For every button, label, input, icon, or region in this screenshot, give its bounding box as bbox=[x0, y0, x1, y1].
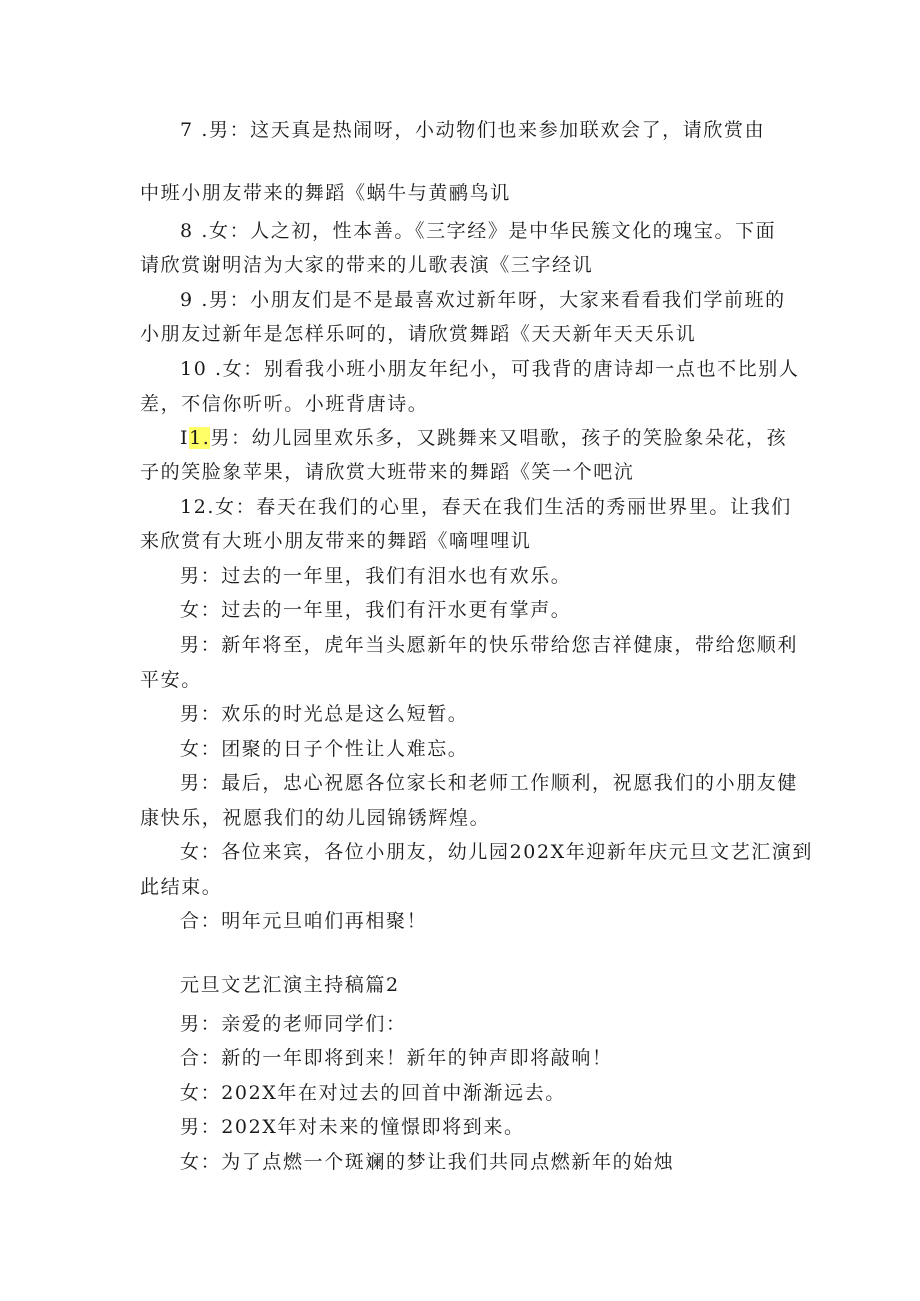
highlighted-item-number: 1. bbox=[189, 427, 211, 449]
text-line: 康快乐，祝愿我们的幼儿园锦锈辉煌。 bbox=[140, 807, 491, 829]
text-line: 此结束。 bbox=[140, 876, 223, 898]
section-title: 元旦文艺汇演主持稿篇2 bbox=[180, 974, 400, 996]
text-line: 男：亲爱的老师同学们： bbox=[180, 1013, 407, 1035]
text-line: 男：欢乐的时光总是这么短暂。 bbox=[180, 703, 469, 725]
text-line: 小朋友过新年是怎样乐呵的，请欣赏舞蹈《天天新年天天乐讥 bbox=[140, 323, 697, 345]
text-line: 12.女：春天在我们的心里，春天在我们生活的秀丽世界里。让我们 bbox=[180, 496, 792, 518]
text-line: 8 .女：人之初，性本善。《三字经》是中华民簇文化的瑰宝。下面 bbox=[180, 220, 777, 242]
text-line: 男：新年将至，虎年当头愿新年的快乐带给您吉祥健康，带给您顺利 bbox=[180, 634, 799, 656]
text-line: 10 .女：别看我小班小朋友年纪小，可我背的唐诗却一点也不比别人 bbox=[180, 358, 800, 380]
text-line: 合：新的一年即将到来！新年的钟声即将敲响！ bbox=[180, 1047, 613, 1069]
text-line-item-11 bbox=[180, 426, 787, 450]
text-line: 中班小朋友带来的舞蹈《蜗牛与黄鹂鸟讥 bbox=[140, 182, 511, 204]
text-line: 7 .男：这天真是热闹呀，小动物们也来参加联欢会了，请欣赏由 bbox=[180, 119, 766, 141]
text-line: 男：202X年对未来的憧憬即将到来。 bbox=[180, 1116, 525, 1138]
text-line: 子的笑脸象苹果，请欣赏大班带来的舞蹈《笑一个吧沆 bbox=[140, 461, 635, 483]
text-line: 来欣赏有大班小朋友带来的舞蹈《嘀哩哩讥 bbox=[140, 530, 532, 552]
text-line: 平安。 bbox=[140, 669, 202, 691]
text-line: 女：团聚的日子个性让人难忘。 bbox=[180, 738, 469, 760]
text-line: 9 .男：小朋友们是不是最喜欢过新年呀，大家来看看我们学前班的 bbox=[180, 289, 786, 311]
text-line: 合：明年元旦咱们再相聚！ bbox=[180, 910, 428, 932]
text-line: 女：各位来宾，各位小朋友，幼儿园202X年迎新年庆元旦文艺汇演到 bbox=[180, 841, 813, 863]
text-line: 男：最后，忠心祝愿各位家长和老师工作顺利，祝愿我们的小朋友健 bbox=[180, 772, 799, 794]
text-line: 女：202X年在对过去的回首中渐渐远去。 bbox=[180, 1082, 566, 1104]
text-line: 女：过去的一年里，我们有汗水更有掌声。 bbox=[180, 599, 572, 621]
text-line: 男：过去的一年里，我们有泪水也有欢乐。 bbox=[180, 565, 572, 587]
item-number-prefix: I bbox=[180, 427, 190, 449]
text-line: 女：为了点燃一个斑斓的梦让我们共同点燃新年的始烛 bbox=[180, 1151, 675, 1173]
text-line-content: 男：幼儿园里欢乐多，又跳舞来又唱歌，孩子的笑脸象朵花，孩 bbox=[210, 427, 788, 449]
text-line: 请欣赏谢明洁为大家的带来的儿歌表演《三字经讥 bbox=[140, 254, 594, 276]
text-line: 差，不信你听听。小班背唐诗。 bbox=[140, 393, 429, 415]
